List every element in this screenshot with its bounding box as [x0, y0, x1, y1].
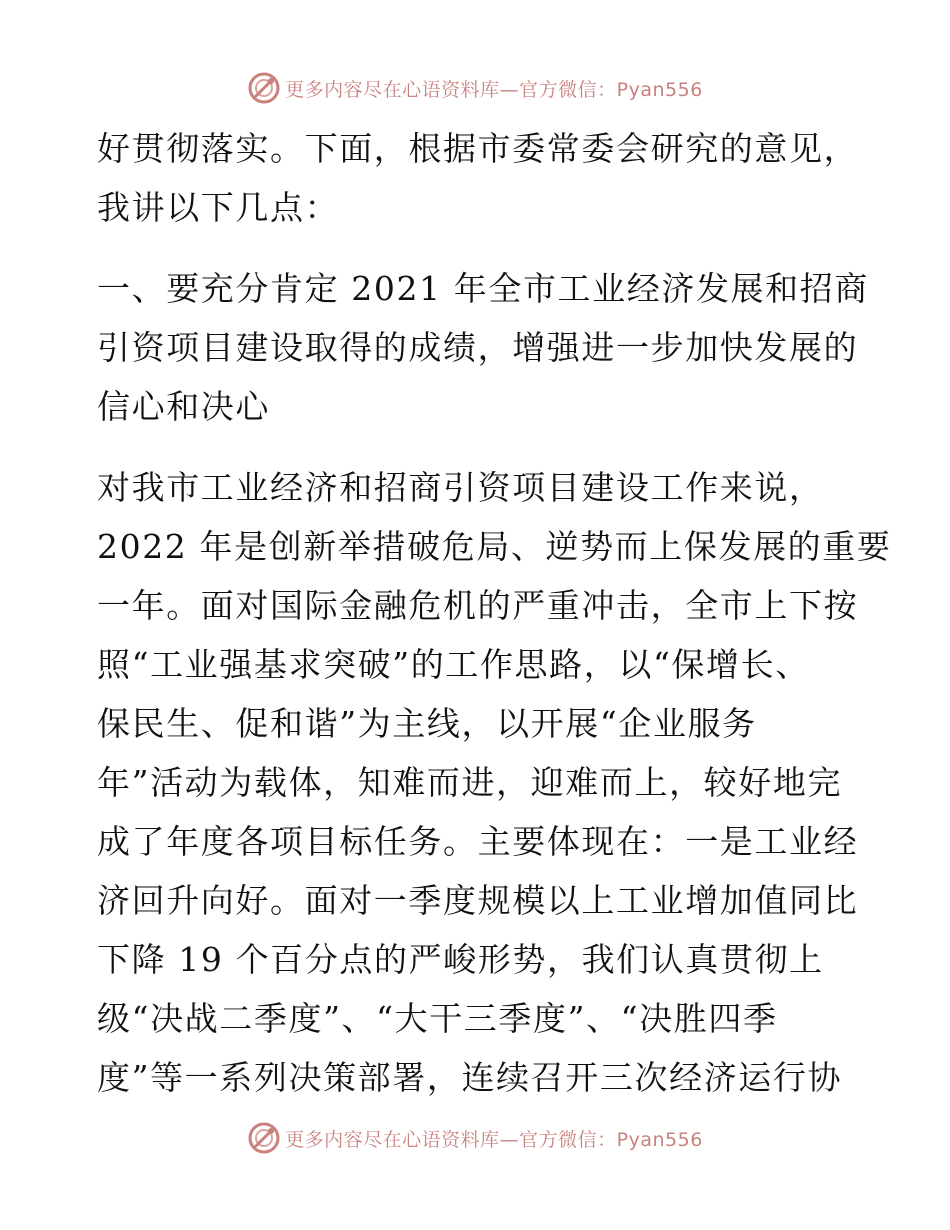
watermark-text: 更多内容尽在心语资料库—官方微信：Pyan556: [285, 1128, 703, 1151]
seal-logo-icon: [247, 71, 281, 105]
text-line: 年”活动为载体，知难而进，迎难而上，较好地完: [97, 763, 843, 802]
paragraph-1: [97, 119, 857, 237]
section-heading-1: [97, 259, 869, 436]
text-line: 一、要充分肯定 2021 年全市工业经济发展和招商: [97, 269, 869, 308]
text-line: 保民生、促和谐”为主线，以开展“企业服务: [97, 704, 757, 743]
text-line: 我讲以下几点：: [97, 188, 340, 227]
text-line: 级“决战二季度”、“大干三季度”、“决胜四季: [97, 999, 778, 1038]
footer-watermark: [0, 1118, 950, 1158]
text-line: 济回升向好。面对一季度规模以上工业增加值同比: [97, 881, 859, 920]
document-body: [97, 119, 892, 1107]
text-line: 一年。面对国际金融危机的严重冲击，全市上下按: [97, 586, 859, 625]
text-line: 下降 19 个百分点的严峻形势，我们认真贯彻上: [97, 940, 824, 979]
watermark-text: 更多内容尽在心语资料库—官方微信：Pyan556: [285, 78, 703, 101]
text-line: 对我市工业经济和招商引资项目建设工作来说，: [97, 468, 824, 507]
text-line: 引资项目建设取得的成绩，增强进一步加快发展的: [97, 328, 859, 367]
text-line: 信心和决心: [97, 387, 270, 426]
paragraph-2: [97, 458, 892, 1107]
text-line: 成了年度各项目标任务。主要体现在：一是工业经: [97, 822, 859, 861]
text-line: 照“工业强基求突破”的工作思路，以“保增长、: [97, 645, 810, 684]
header-watermark: [0, 68, 950, 108]
seal-logo-icon: [247, 1121, 281, 1155]
text-line: 2022 年是创新举措破危局、逆势而上保发展的重要: [97, 527, 892, 566]
text-line: 好贯彻落实。下面，根据市委常委会研究的意见，: [97, 129, 859, 168]
text-line: 度”等一系列决策部署，连续召开三次经济运行协: [97, 1058, 843, 1097]
